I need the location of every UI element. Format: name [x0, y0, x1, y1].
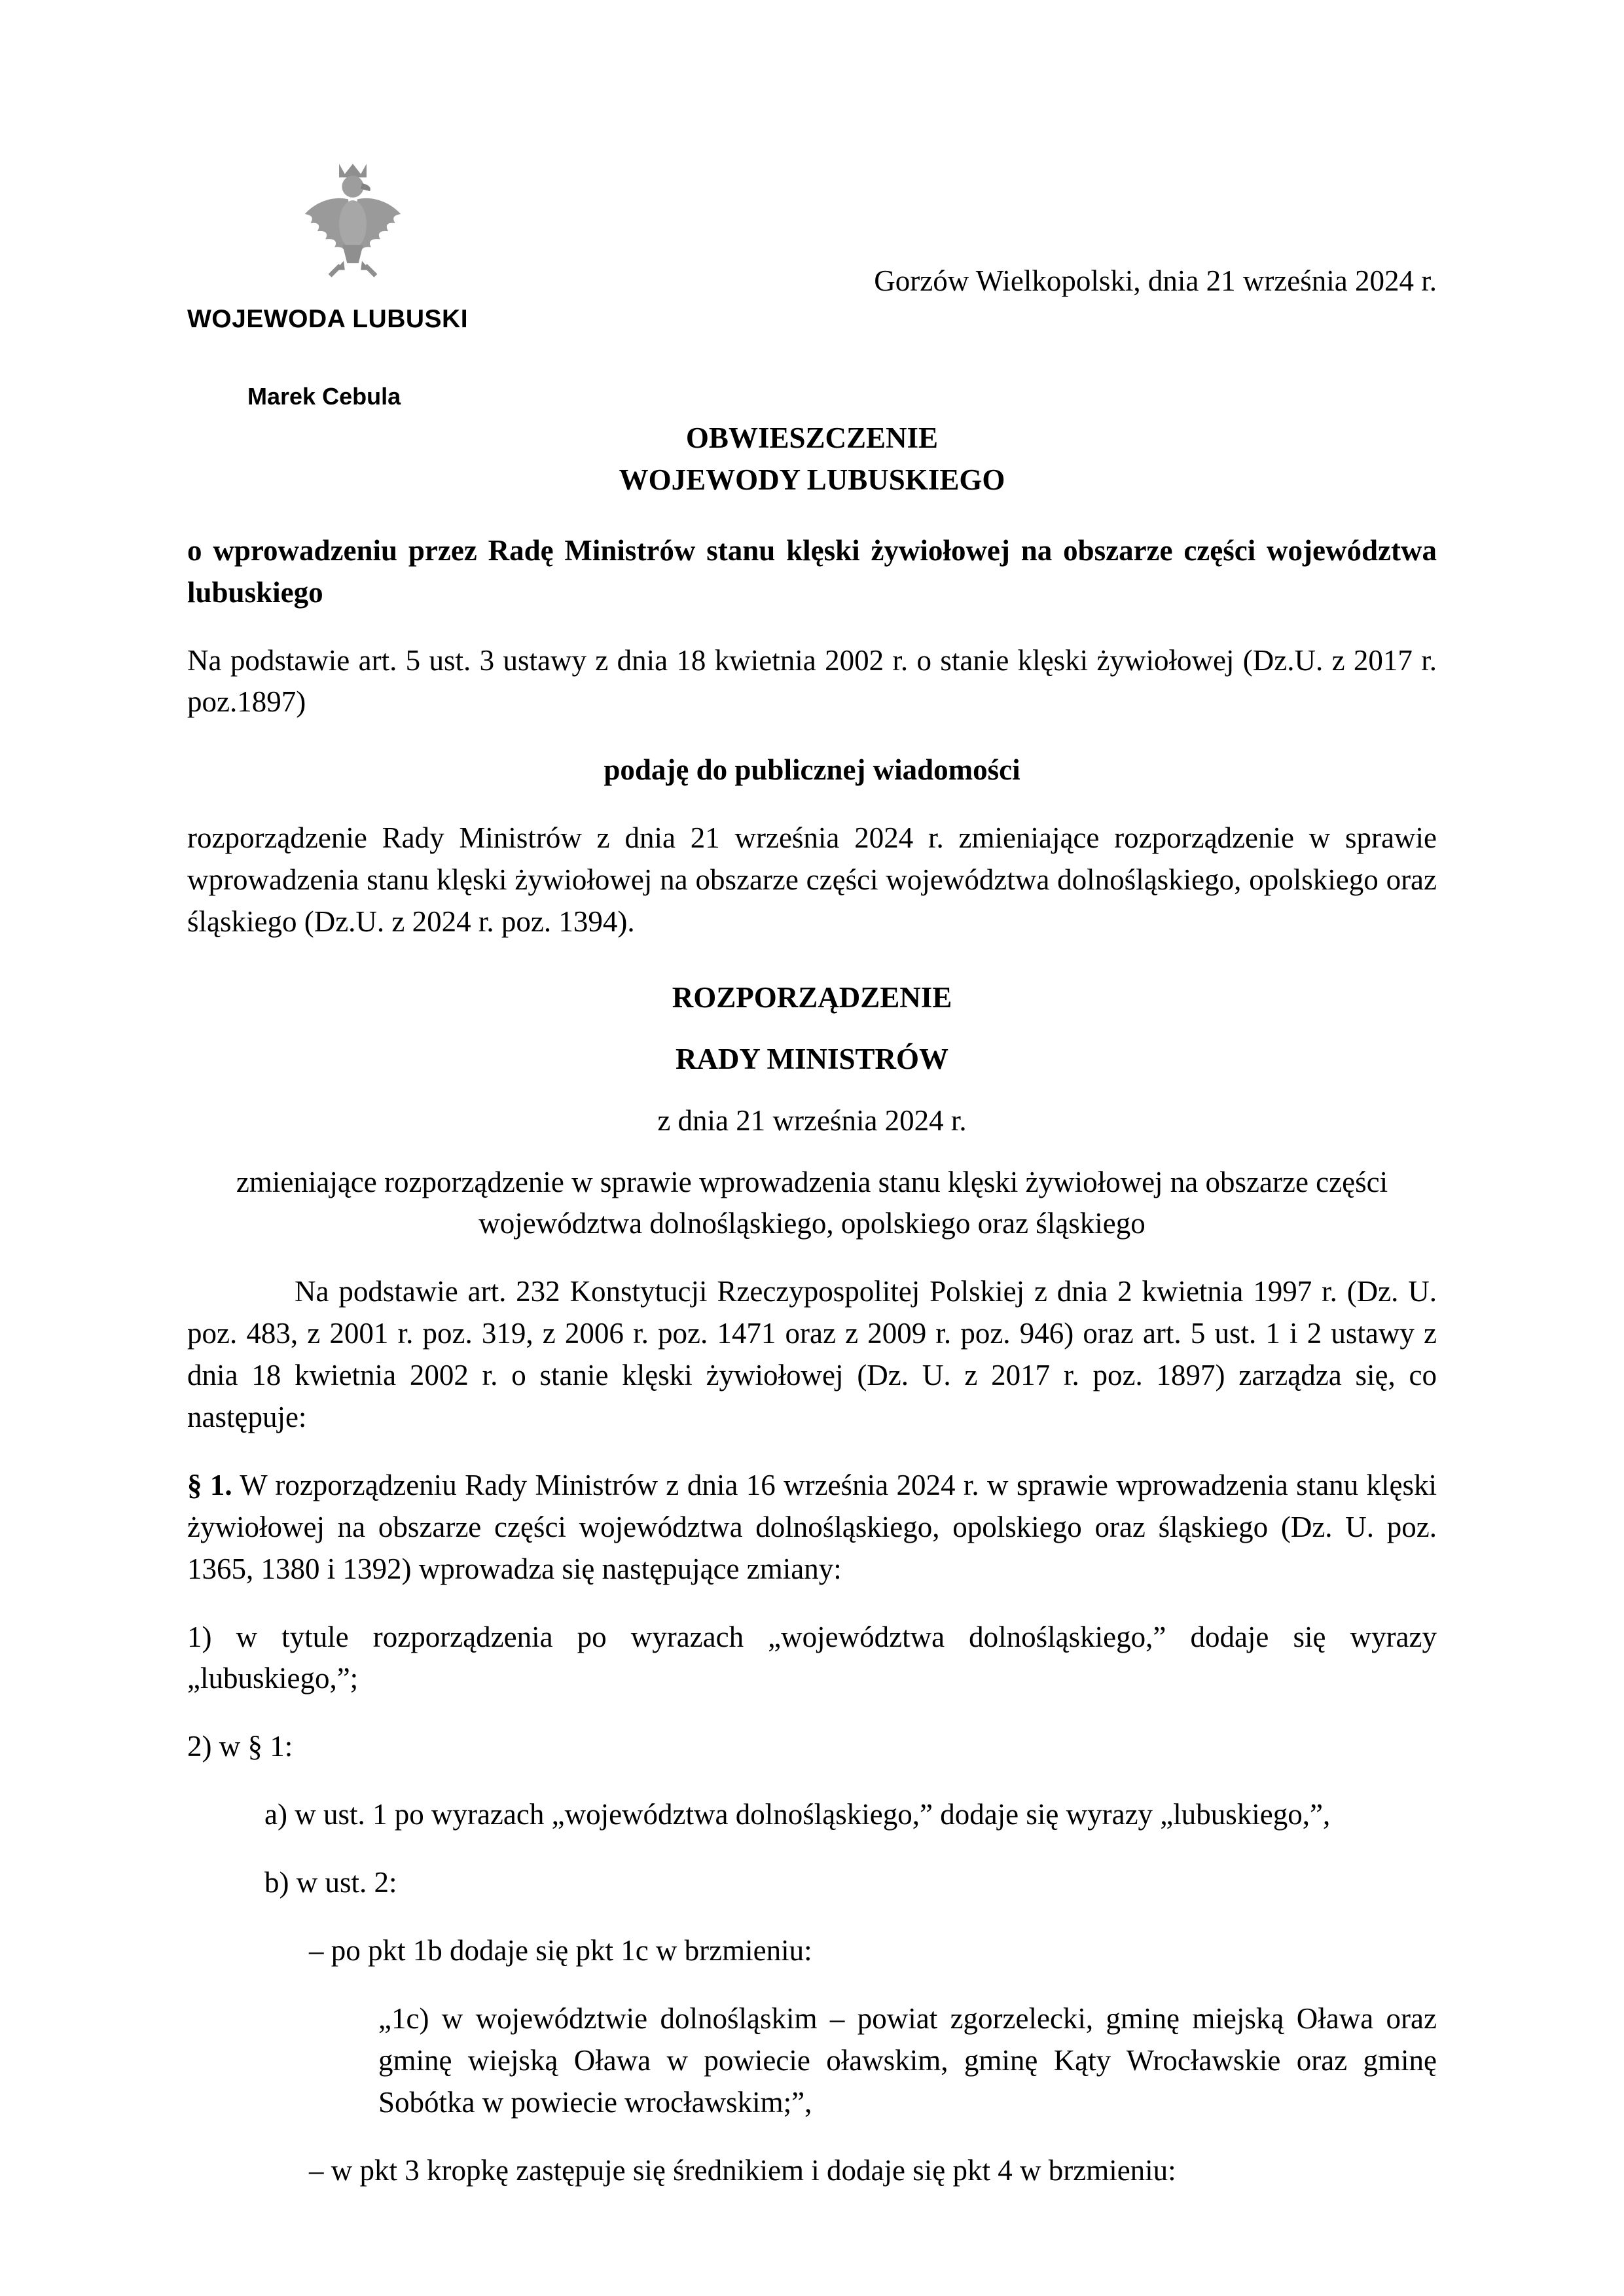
- polish-eagle-emblem: [293, 156, 412, 281]
- regulation-date: z dnia 21 września 2024 r.: [657, 1103, 967, 1137]
- point-2b: b) w ust. 2:: [264, 1866, 397, 1899]
- inserted-point-1c: „1c) w województwie dolnośląskim – powiat zgorzelecki, gminę miejską Oława oraz gminę wiejską Oława w powiecie oławskim, gminę Kąty Wrocławskie oraz gminę Sobótka w powiecie wrocławskim;”,: [378, 2001, 1437, 2119]
- paragraph-1-text: W rozporządzeniu Rady Ministrów z dnia 16 września 2024 r. w sprawie wprowadzenia stanu klęski żywiołowej na obszarze części województwa dolnośląskiego, opolskiego oraz śląskiego (Dz. U. poz. 1365, 1380 i 1392) wprowadza się następujące zmiany:: [187, 1468, 1437, 1585]
- regulation-legal-basis: Na podstawie art. 232 Konstytucji Rzeczypospolitej Polskiej z dnia 2 kwietnia 1997 r. (Dz. U. poz. 483, z 2001 r. poz. 319, z 2006 r. poz. 1471 oraz z 2009 r. poz. 946) oraz art. 5 ust. 1 i 2 ustawy z dnia 18 kwietnia 2002 r. o stanie klęski żywiołowej (Dz. U. z 2017 r. poz. 1897) zarządza się, co następuje:: [187, 1275, 1437, 1434]
- letterhead: [187, 0, 1437, 418]
- point-1: 1) w tytule rozporządzenia po wyrazach „województwa dolnośląskiego,” dodaje się wyrazy „lubuskiego,”;: [187, 1620, 1437, 1695]
- announced-act: rozporządzenie Rady Ministrów z dnia 21 września 2024 r. zmieniające rozporządzenie w sprawie wprowadzenia stanu klęski żywiołowej na obszarze części województwa dolnośląskiego, opolskiego oraz śląskiego (Dz.U. z 2024 r. poz. 1394).: [187, 821, 1437, 939]
- place-and-date: Gorzów Wielkopolski, dnia 21 września 2024 r.: [874, 264, 1437, 297]
- regulation-subtitle: zmieniające rozporządzenie w sprawie wprowadzenia stanu klęski żywiołowej na obszarze części województwa dolnośląskiego, opolskiego oraz śląskiego: [236, 1165, 1388, 1240]
- notice-subject: o wprowadzeniu przez Radę Ministrów stanu klęski żywiołowej na obszarze części województwa lubuskiego: [187, 533, 1437, 609]
- regulation-heading-2: RADY MINISTRÓW: [675, 1042, 949, 1075]
- point-2: 2) w § 1:: [187, 1730, 293, 1763]
- regulation-heading-1: ROZPORZĄDZENIE: [672, 980, 952, 1014]
- notice-title-line2: WOJEWODY LUBUSKIEGO: [619, 463, 1005, 496]
- notice-title: [187, 418, 1437, 501]
- signer-name: Marek Cebula: [247, 383, 401, 410]
- paragraph-1: [187, 1465, 1437, 1590]
- tiret-2: – w pkt 3 kropkę zastępuje się średnikiem i dodaje się pkt 4 w brzmieniu:: [309, 2153, 1176, 2187]
- notice-legal-basis: Na podstawie art. 5 ust. 3 ustawy z dnia 18 kwietnia 2002 r. o stanie klęski żywiołowej (Dz.U. z 2017 r. poz.1897): [187, 643, 1437, 719]
- paragraph-1-label: § 1.: [187, 1468, 232, 1501]
- notice-title-line1: OBWIESZCZENIE: [685, 422, 939, 454]
- tiret-1: – po pkt 1b dodaje się pkt 1c w brzmieniu:: [309, 1934, 812, 1967]
- point-2a: a) w ust. 1 po wyrazach „województwa dolnośląskiego,” dodaje się wyrazy „lubuskiego,”,: [264, 1798, 1331, 1831]
- announcement-line: podaję do publicznej wiadomości: [604, 753, 1020, 787]
- office-title: WOJEWODA LUBUSKI: [187, 305, 469, 333]
